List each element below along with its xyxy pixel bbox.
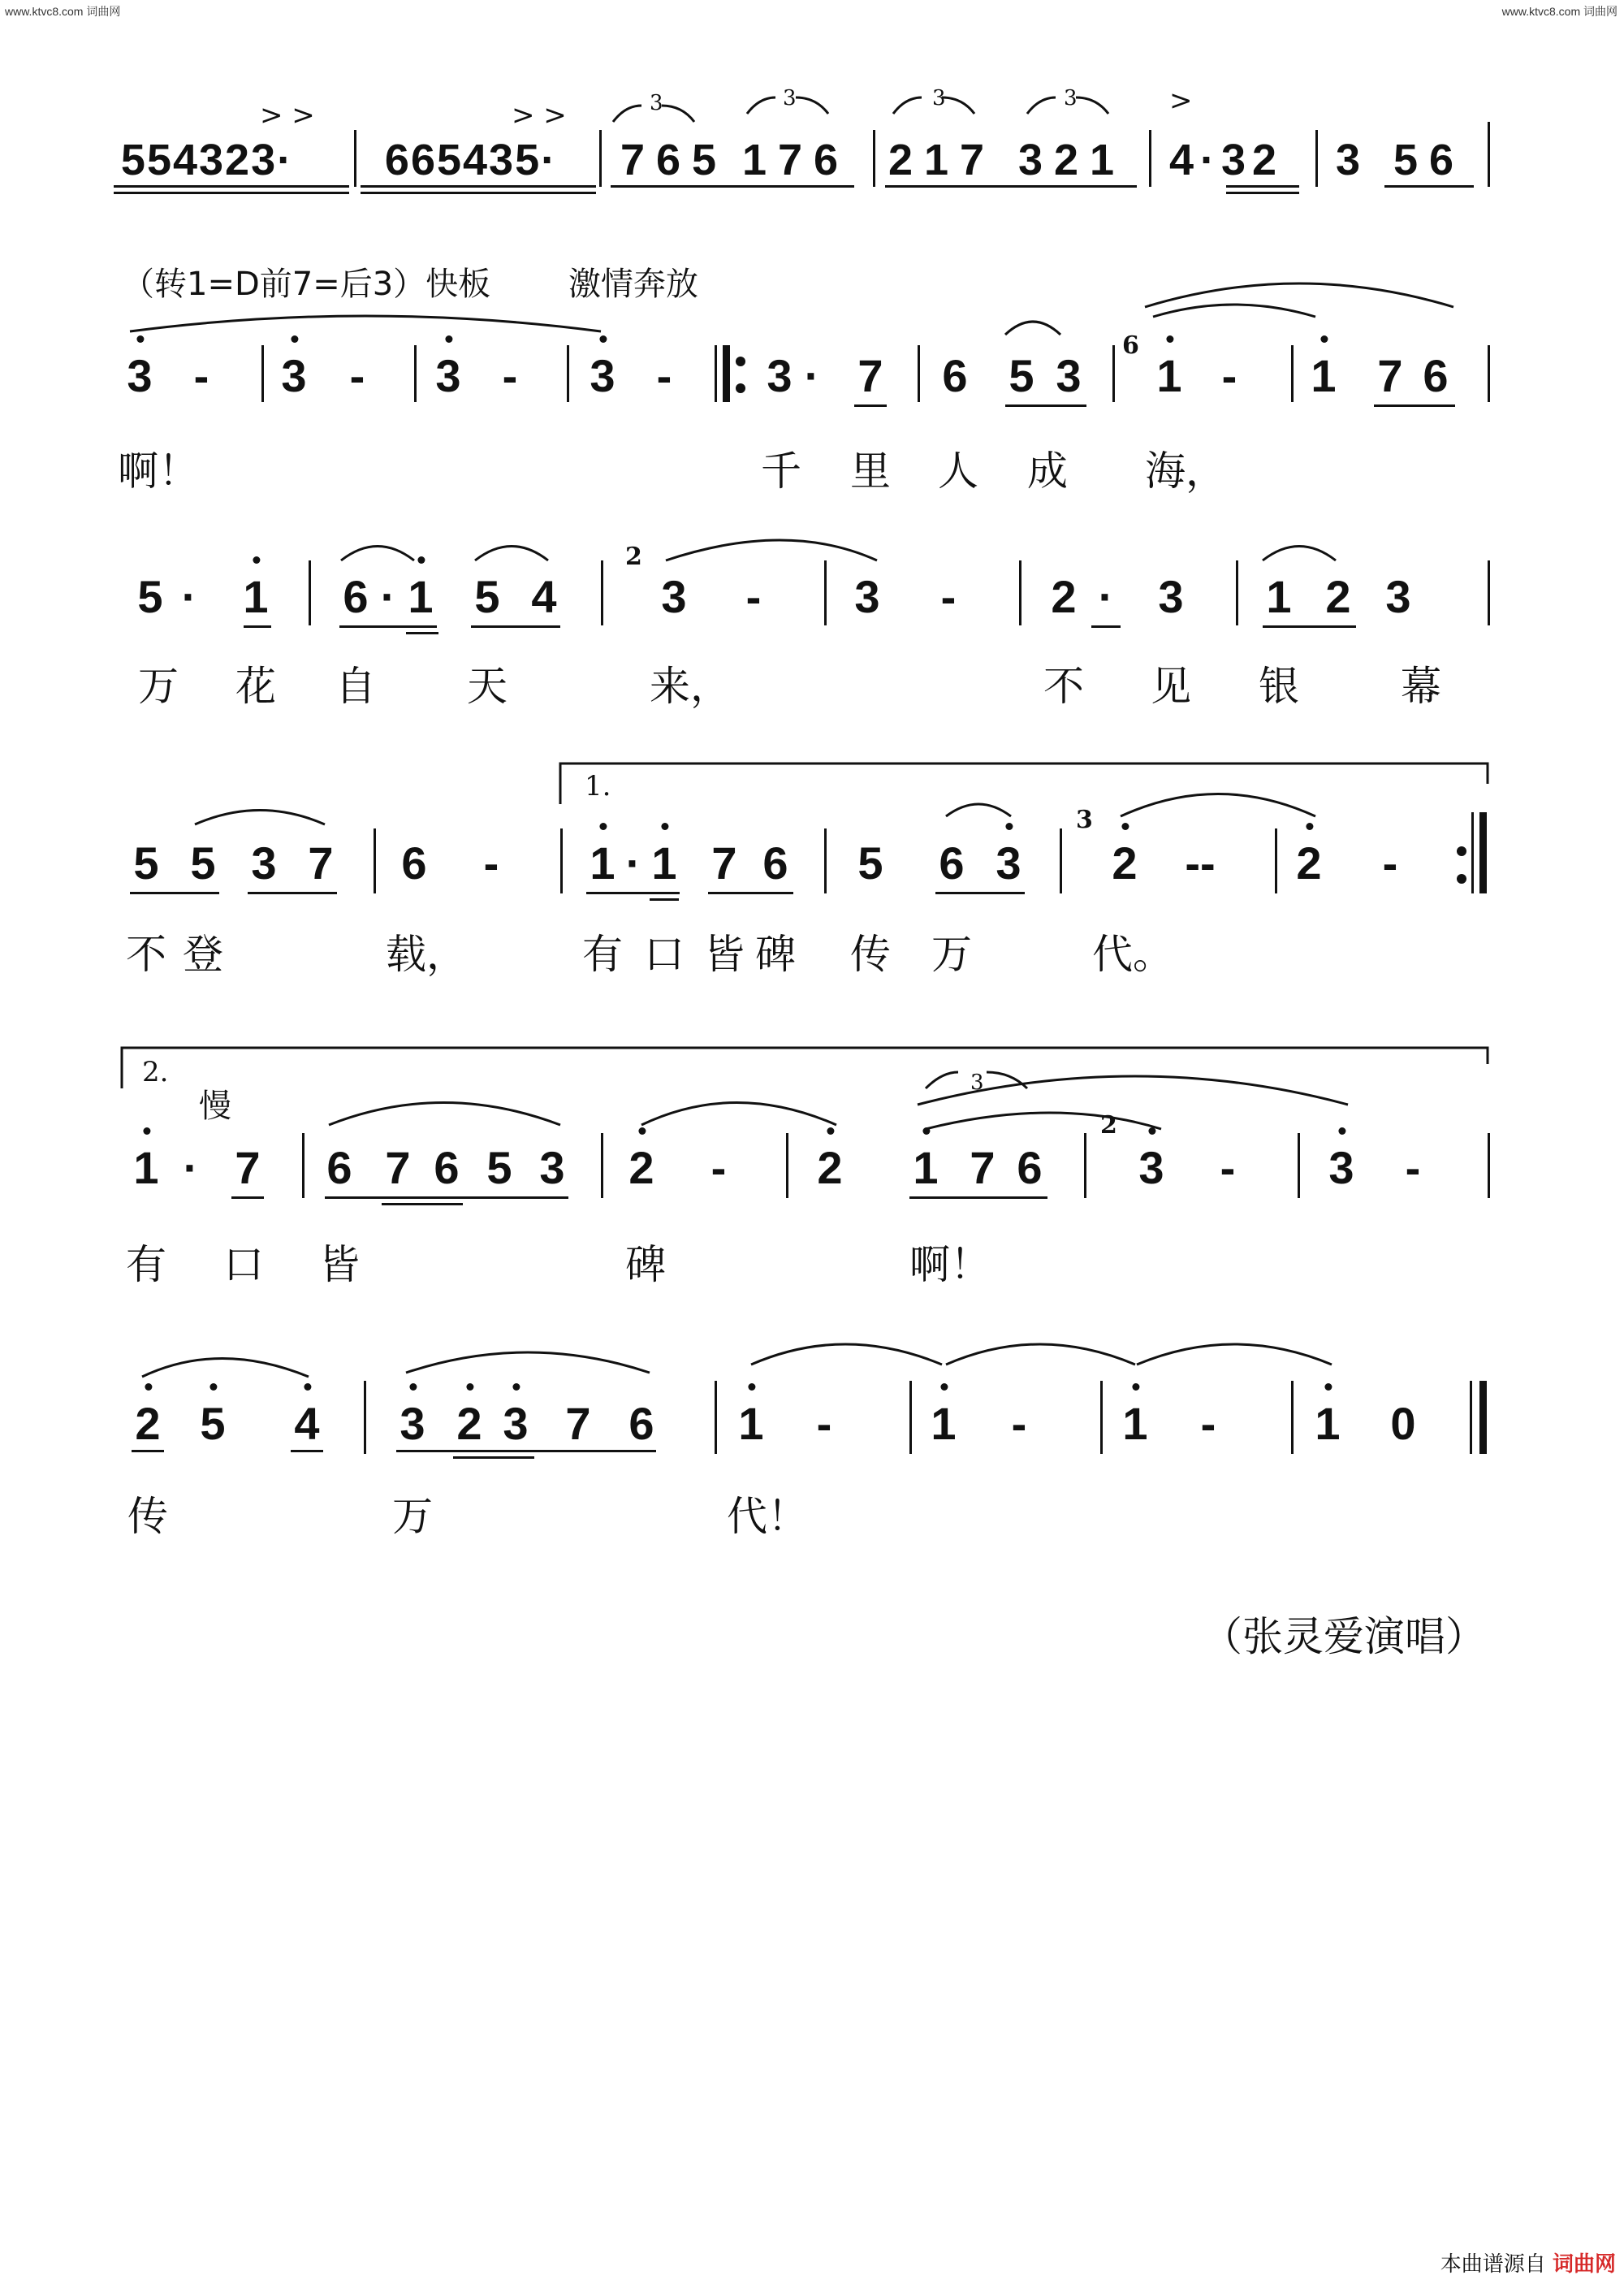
note: 3 [435,350,461,401]
note: - [1011,1398,1027,1449]
note: 6 [401,837,427,889]
note-group: 765 [620,136,728,184]
slur [926,1113,1161,1129]
note: 1 [590,837,615,889]
lyric: 皆 [319,1241,360,1288]
watermark-bottom [1440,2247,1616,2278]
note: 6 [1423,350,1449,401]
lyric: 天 [467,663,508,710]
note: 3 [1138,1142,1164,1193]
accent-mark: > > [260,99,315,132]
triplet-mark: 3 [970,1071,984,1095]
lyric: 万 [138,663,179,710]
lyric: 碑 [755,931,796,978]
triplet-mark: 3 [1064,86,1078,110]
triplet-bracket [613,106,694,122]
lyric: 登 [183,931,223,978]
note-group: 665435· [384,136,558,184]
lyric: 碑 [625,1241,666,1288]
lyric: 口 [223,1241,264,1288]
lyric: 万 [931,931,972,978]
lyric: 千 [761,448,801,495]
volta-bracket [560,763,1488,804]
note: 3 [1328,1142,1354,1193]
note: -- [1185,837,1216,889]
note: 6 [326,1142,352,1193]
note: - [349,350,365,401]
note: 3 [854,571,880,622]
note: 2 [135,1398,161,1449]
note: - [1200,1398,1216,1449]
lyric: 银 [1259,663,1299,710]
note: 6 [939,837,965,889]
note: 2 [456,1398,482,1449]
note: 1 [1311,350,1337,401]
note: 0 [1390,1398,1416,1449]
slur [475,547,548,561]
note: 1 [931,1398,957,1449]
note: 5 [857,837,883,889]
note: 1 [651,837,677,889]
lyric: 代。 [1092,931,1173,978]
triplet-bracket [893,97,974,114]
triplet-bracket [1027,97,1108,114]
note: 1 [243,571,269,622]
note: 5 [133,837,159,889]
note: · [181,571,197,622]
slur [1145,283,1453,307]
note: 3 [661,571,687,622]
note-group: 554323· [120,136,294,184]
grace-note: 2 [625,543,642,571]
slur [130,316,601,331]
note-group: 56 [1393,136,1466,184]
lyric: 见 [1151,663,1191,710]
note: 6 [343,571,369,622]
repeat-dot [1457,874,1466,884]
key-change-tempo: （转1=D前7=后3）快板 [122,266,491,303]
lyric: 载， [386,931,467,978]
note: 3 [1158,571,1184,622]
lyric: 有 [126,1241,166,1288]
note: 3 [590,350,615,401]
slur [329,1103,560,1126]
note: - [745,571,762,622]
note: 6 [762,837,788,889]
slur [1263,547,1336,561]
note: 2 [817,1142,843,1193]
note: - [710,1142,727,1193]
note: 2 [1112,837,1138,889]
lyric: 啊！ [118,448,199,495]
lyric: 万 [392,1493,433,1540]
note: 3 [767,350,793,401]
note: 5 [1009,350,1034,401]
triplet-mark: 3 [932,86,946,110]
performer-credit: （张灵爱演唱） [1202,1613,1486,1660]
volta-1-label: 1. [585,770,611,802]
note: 3 [503,1398,529,1449]
watermark-bottom-label: 本曲谱源自 [1440,2252,1546,2277]
note: 3 [539,1142,565,1193]
note: - [193,350,209,401]
slur [946,1344,1135,1365]
slur [751,1344,942,1365]
note-group: 321 [1017,136,1126,184]
lyric: 口 [644,931,685,978]
note: 6 [628,1398,654,1449]
lyric: 人 [938,448,978,495]
slur [406,1352,650,1373]
note: 3 [281,350,307,401]
lyric: 里 [850,448,891,495]
note-group: 176 [741,136,850,184]
lyric: 传 [850,931,891,978]
note-group: 3 [1335,136,1361,184]
note: 3 [127,350,153,401]
grace-note: 3 [1076,806,1093,834]
grace-note: 2 [1100,1111,1117,1140]
note: 3 [1385,571,1411,622]
note: - [656,350,672,401]
repeat-dot [1457,846,1466,856]
watermark-top-left: www.ktvc8.com 词曲网 [5,5,121,18]
note: 2 [1296,837,1322,889]
lyric: 来， [650,663,731,710]
note: 6 [942,350,968,401]
slur [1137,1344,1332,1365]
note: 6 [1017,1142,1043,1193]
note: · [625,837,641,889]
lyric: 啊！ [909,1241,991,1288]
volta-2-label: 2. [142,1056,169,1088]
note: - [502,350,518,401]
note: - [483,837,499,889]
note: 1 [1315,1398,1341,1449]
slur [946,804,1011,816]
note: 1 [408,571,434,622]
slur [1005,322,1060,335]
note: · [183,1142,199,1193]
note: · [380,571,396,622]
note: 7 [711,837,737,889]
repeat-dot [736,357,745,366]
watermark-top-right: www.ktvc8.com 词曲网 [1501,5,1618,18]
note: 1 [1266,571,1292,622]
note: 1 [1122,1398,1148,1449]
note: · [1098,571,1114,622]
slur [142,1359,309,1378]
slur [1153,305,1315,317]
note-group: 217 [888,136,996,184]
lyric: 成 [1027,448,1068,495]
note: 6 [434,1142,460,1193]
note: 2 [1325,571,1351,622]
note: 1 [913,1142,939,1193]
lyric: 不 [126,931,166,978]
accent-mark: > [1169,84,1193,117]
note: 7 [308,837,334,889]
note: 2 [1051,571,1077,622]
note: 5 [486,1142,512,1193]
triplet-mark: 3 [783,86,797,110]
slur [666,540,877,560]
lyric: 花 [235,663,276,710]
lyric: 自 [335,663,376,710]
note: 1 [133,1142,159,1193]
note: 3 [251,837,277,889]
lyric: 不 [1043,663,1084,710]
watermark-bottom-brand: 词曲网 [1552,2252,1616,2277]
note: 7 [970,1142,996,1193]
accent-mark: > > [512,99,567,132]
note: 5 [474,571,500,622]
note: 7 [235,1142,261,1193]
lyric: 有 [582,931,623,978]
lyric: 传 [127,1493,168,1540]
triplet-mark: 3 [650,91,663,115]
note: - [816,1398,832,1449]
slur [341,547,414,561]
tempo-slow: 慢 [199,1088,231,1125]
note: 5 [190,837,216,889]
note: - [1221,350,1237,401]
note: 3 [400,1398,425,1449]
lyric: 海， [1145,448,1226,495]
note: - [1382,837,1398,889]
note-group: 4·32 [1168,136,1284,184]
repeat-dot [736,383,745,393]
slur [1121,794,1315,817]
lyric: 幕 [1401,663,1441,710]
slur [195,811,325,825]
note: 3 [996,837,1021,889]
lyric: 皆 [704,931,745,978]
note: 7 [565,1398,591,1449]
note: 4 [531,571,557,622]
note: - [940,571,957,622]
note: 4 [294,1398,320,1449]
slur [918,1076,1348,1105]
note: 7 [1377,350,1403,401]
note: - [1405,1142,1421,1193]
grace-note: 6 [1122,331,1139,360]
note: 3 [1056,350,1082,401]
note: 7 [385,1142,411,1193]
slur [641,1103,836,1126]
note: 2 [628,1142,654,1193]
note: 5 [200,1398,226,1449]
volta-bracket [122,1048,1488,1088]
note: 5 [137,571,163,622]
mood-marking: 激情奔放 [568,266,698,303]
note: 1 [1156,350,1182,401]
note: - [1220,1142,1236,1193]
note: 1 [738,1398,764,1449]
triplet-bracket [747,97,828,114]
note: 7 [857,350,883,401]
lyric: 代！ [727,1493,808,1540]
note: · [804,350,820,401]
